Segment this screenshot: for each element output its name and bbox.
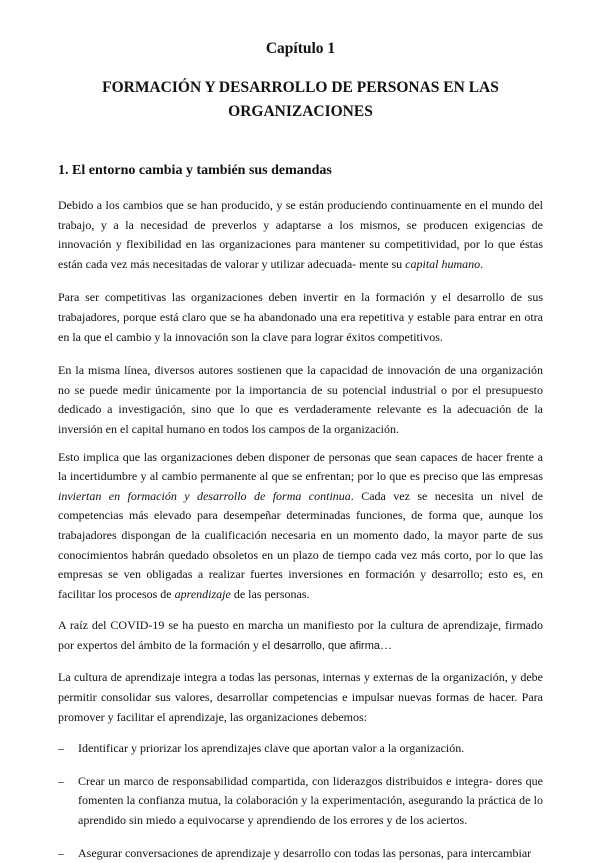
paragraph-1: [58, 196, 543, 274]
bullet-text: Identificar y priorizar los aprendizajes clave que aportan valor a la organización.: [78, 741, 465, 756]
bullet-list: [58, 739, 543, 863]
chapter-label: Capítulo 1: [265, 40, 336, 57]
bullet-item: [58, 844, 543, 863]
paragraph-4: [58, 448, 543, 605]
paragraph-4-text-c: de las personas.: [230, 586, 310, 601]
paragraph-4-emphasis-1: inviertan en formación y desarrollo de forma continua: [58, 488, 351, 503]
paragraph-6: La cultura de aprendizaje integra a todas las personas, internas y externas de la organización, y debe permitir consolidar sus valores, desarrollar competencias e impulsar nuevas formas de hacer. Para promover y facilitar el aprendizaje, las organizaciones debemos:: [58, 670, 543, 724]
paragraph-3: En la misma línea, diversos autores sostienen que la capacidad de innovación de una organización no se puede medir únicamente por la importancia de su potencial industrial o por el presupuesto dedicado a investigación, sino que lo que es verdaderamente relevante es la adecuación de la inversión en el capital humano en todos los campos de la organización.: [58, 363, 543, 436]
paragraph-2: Para ser competitivas las organizaciones deben invertir en la formación y el desarrollo de sus trabajadores, porque está claro que se ha abandonado una era repetitiva y estable para entrar en otra en la que el cambio y la innovación son la clave para lograr éxitos competitivos.: [58, 290, 543, 344]
paragraph-4-emphasis-2: aprendizaje: [174, 586, 231, 601]
paragraph-1-end: .: [480, 256, 484, 271]
bullet-item: [58, 739, 543, 759]
dash-bullet-icon: –: [58, 773, 64, 788]
paragraph-1-text: Debido a los cambios que se han producido, y se están produciendo continuamente en el mundo del trabajo, y a la necesidad de preverlos y adaptarse a los mismos, se producen exigencias de innovación y flexibilidad en las organizaciones para mantener su competitividad, por lo que éstas están cada vez más necesitadas de valorar y utilizar adecuada- mente su: [58, 198, 543, 271]
section-heading: 1. El entorno cambia y también sus demandas: [58, 163, 332, 178]
bullet-item: [58, 772, 543, 831]
dash-bullet-icon: –: [58, 845, 64, 860]
paragraph-5-ellipsis: …: [380, 637, 392, 652]
paragraph-5-text-a: A raíz del COVID-19 se ha puesto en marcha un manifiesto por la cultura de aprendizaje, firmado por expertos del ámbito de la formación y el: [58, 618, 543, 652]
dash-bullet-icon: –: [58, 741, 64, 756]
paragraph-5-text-b: desarrollo, que afirma: [273, 639, 380, 652]
paragraph-1-emphasis: capital humano: [405, 256, 481, 271]
paragraph-4-text-a: Esto implica que las organizaciones deben disponer de personas que sean capaces de hacer frente a la incertidumbre y al cambio permanente al que se enfrentan; por lo que es preciso que las empresas: [58, 449, 543, 484]
chapter-title: FORMACIÓN Y DESARROLLO DE PERSONAS EN LAS ORGANIZACIONES: [102, 79, 499, 120]
paragraph-5: [58, 616, 543, 656]
bullet-text: Crear un marco de responsabilidad compartida, con liderazgos distribuidos e integra- dores que fomenten la confianza mutua, la colaboración y la experimentación, asegurando la práctica de lo aprendido sin miedo a equivocarse y aprendiendo de los errores y de los aciertos.: [78, 773, 543, 828]
paragraph-4-text-b: . Cada vez se necesita un nivel de competencias más elevado para desempeñar determinadas funciones, de forma que, aunque los trabajadores dispongan de la cualificación necesaria en un momento dado, la mayor parte de sus conocimientos habrán quedado obsoletos en un plazo de tiempo cada vez más corto, por lo que las empresas se ven obligadas a realizar fuertes inversiones en formación y desarrollo; esto es, en facilitar los procesos de: [58, 488, 543, 601]
bullet-text: Asegurar conversaciones de aprendizaje y desarrollo con todas las personas, para intercambiar: [78, 845, 532, 860]
